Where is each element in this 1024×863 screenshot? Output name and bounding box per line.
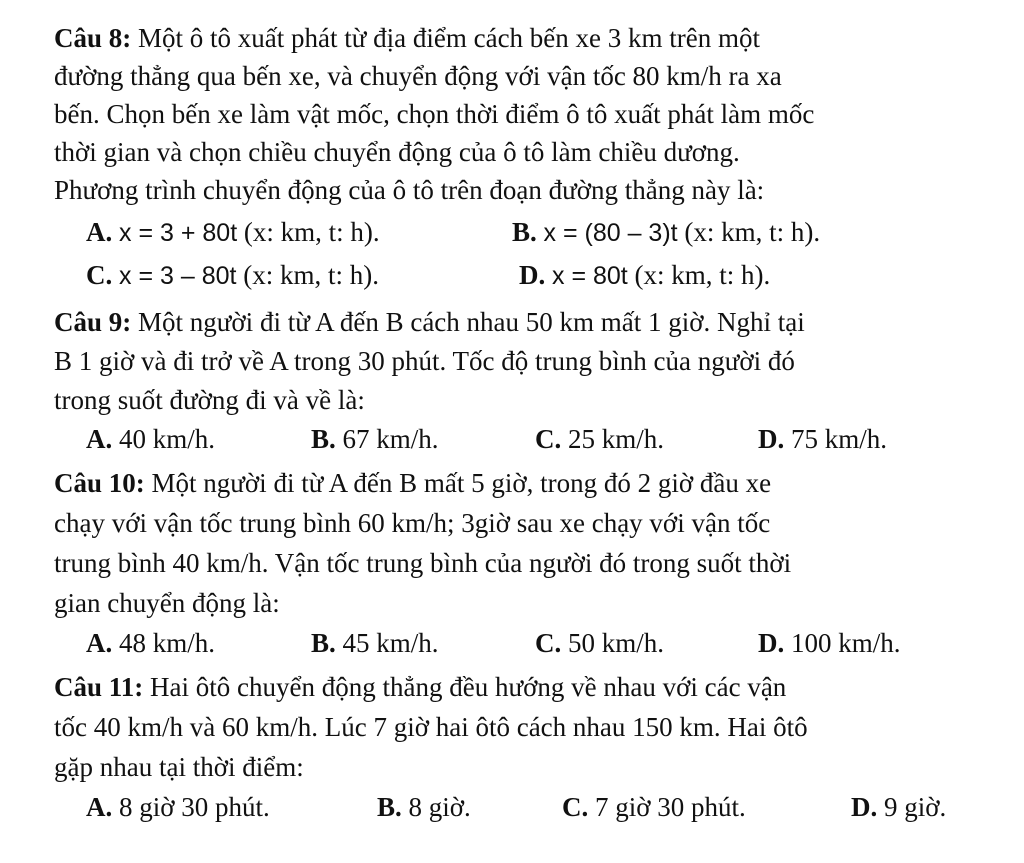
question-11-line-3: gặp nhau tại thời điểm: (54, 752, 304, 782)
question-9-option-c[interactable] (535, 421, 664, 457)
option-key: B. (311, 628, 336, 658)
option-text: (x: km, t: h). (243, 217, 380, 247)
question-11-option-d[interactable] (851, 789, 946, 825)
question-11-text: Hai ôtô chuyển động thẳng đều hướng về nhau với các vận (150, 672, 787, 702)
question-8-option-c[interactable] (86, 257, 379, 294)
option-text: 8 giờ 30 phút. (119, 792, 270, 822)
option-math: x = 80t (552, 262, 628, 290)
option-math: x = 3 – 80t (119, 262, 237, 290)
question-11-option-c[interactable] (562, 789, 746, 825)
option-text: 50 km/h. (568, 628, 665, 658)
option-text: 45 km/h. (342, 628, 439, 658)
option-text: 75 km/h. (791, 424, 888, 454)
option-key: B. (377, 792, 402, 822)
option-key: B. (311, 424, 336, 454)
question-10-option-a[interactable] (86, 625, 215, 661)
option-key: A. (86, 792, 113, 822)
question-9-line-2: B 1 giờ và đi trở về A trong 30 phút. Tốc độ trung bình của người đó (54, 346, 795, 376)
question-8-line-4: thời gian và chọn chiều chuyển động của ô tô làm chiều dương. (54, 137, 740, 167)
option-text: 8 giờ. (408, 792, 471, 822)
option-key: D. (758, 628, 785, 658)
question-10-text: Một người đi từ A đến B mất 5 giờ, trong đó 2 giờ đầu xe (151, 468, 772, 498)
question-8-text: Một ô tô xuất phát từ địa điểm cách bến xe 3 km trên một (138, 23, 761, 53)
question-11-line-1 (54, 669, 786, 705)
question-8-option-b[interactable] (512, 214, 820, 251)
option-key: B. (512, 217, 537, 247)
option-key: C. (535, 424, 562, 454)
question-10-line-4: gian chuyển động là: (54, 588, 280, 618)
option-key: C. (535, 628, 562, 658)
question-9-option-d[interactable] (758, 421, 887, 457)
question-8-line-3: bến. Chọn bến xe làm vật mốc, chọn thời điểm ô tô xuất phát làm mốc (54, 99, 815, 129)
question-9-line-3: trong suốt đường đi và về là: (54, 385, 365, 415)
question-8-line-2: đường thẳng qua bến xe, và chuyển động với vận tốc 80 km/h ra xa (54, 61, 782, 91)
question-10-option-c[interactable] (535, 625, 664, 661)
question-10-line-1 (54, 465, 771, 501)
option-key: A. (86, 424, 113, 454)
question-9-option-b[interactable] (311, 421, 439, 457)
question-9-label: Câu 9: (54, 307, 132, 337)
question-8-option-d[interactable] (519, 257, 770, 294)
question-9-option-a[interactable] (86, 421, 215, 457)
option-text: (x: km, t: h). (684, 217, 821, 247)
question-11-option-b[interactable] (377, 789, 471, 825)
option-key: D. (758, 424, 785, 454)
question-8-option-a[interactable] (86, 214, 380, 251)
question-10-line-3: trung bình 40 km/h. Vận tốc trung bình của người đó trong suốt thời (54, 548, 792, 578)
question-8-label: Câu 8: (54, 23, 132, 53)
option-key: A. (86, 628, 113, 658)
question-10-line-2: chạy với vận tốc trung bình 60 km/h; 3giờ sau xe chạy với vận tốc (54, 508, 771, 538)
question-10-option-d[interactable] (758, 625, 901, 661)
option-key: D. (851, 792, 878, 822)
option-text: 48 km/h. (119, 628, 216, 658)
option-text: (x: km, t: h). (243, 260, 379, 290)
question-9-line-1 (54, 304, 805, 340)
option-math: x = (80 – 3)t (543, 219, 678, 247)
option-text: 100 km/h. (791, 628, 901, 658)
option-text: 67 km/h. (342, 424, 439, 454)
option-text: 9 giờ. (884, 792, 947, 822)
option-text: 7 giờ 30 phút. (595, 792, 746, 822)
question-8-line-1 (54, 20, 760, 56)
question-9-text: Một người đi từ A đến B cách nhau 50 km mất 1 giờ. Nghỉ tại (138, 307, 805, 337)
question-8-line-5: Phương trình chuyển động của ô tô trên đoạn đường thẳng này là: (54, 175, 765, 205)
option-key: C. (86, 260, 113, 290)
option-text: 25 km/h. (568, 424, 665, 454)
question-10-label: Câu 10: (54, 468, 145, 498)
option-key: D. (519, 260, 546, 290)
option-key: C. (562, 792, 589, 822)
question-11-option-a[interactable] (86, 789, 270, 825)
option-key: A. (86, 217, 113, 247)
option-text: 40 km/h. (119, 424, 216, 454)
option-math: x = 3 + 80t (119, 219, 238, 247)
question-11-label: Câu 11: (54, 672, 144, 702)
question-11-line-2: tốc 40 km/h và 60 km/h. Lúc 7 giờ hai ôtô cách nhau 150 km. Hai ôtô (54, 712, 808, 742)
question-10-option-b[interactable] (311, 625, 439, 661)
option-text: (x: km, t: h). (634, 260, 771, 290)
